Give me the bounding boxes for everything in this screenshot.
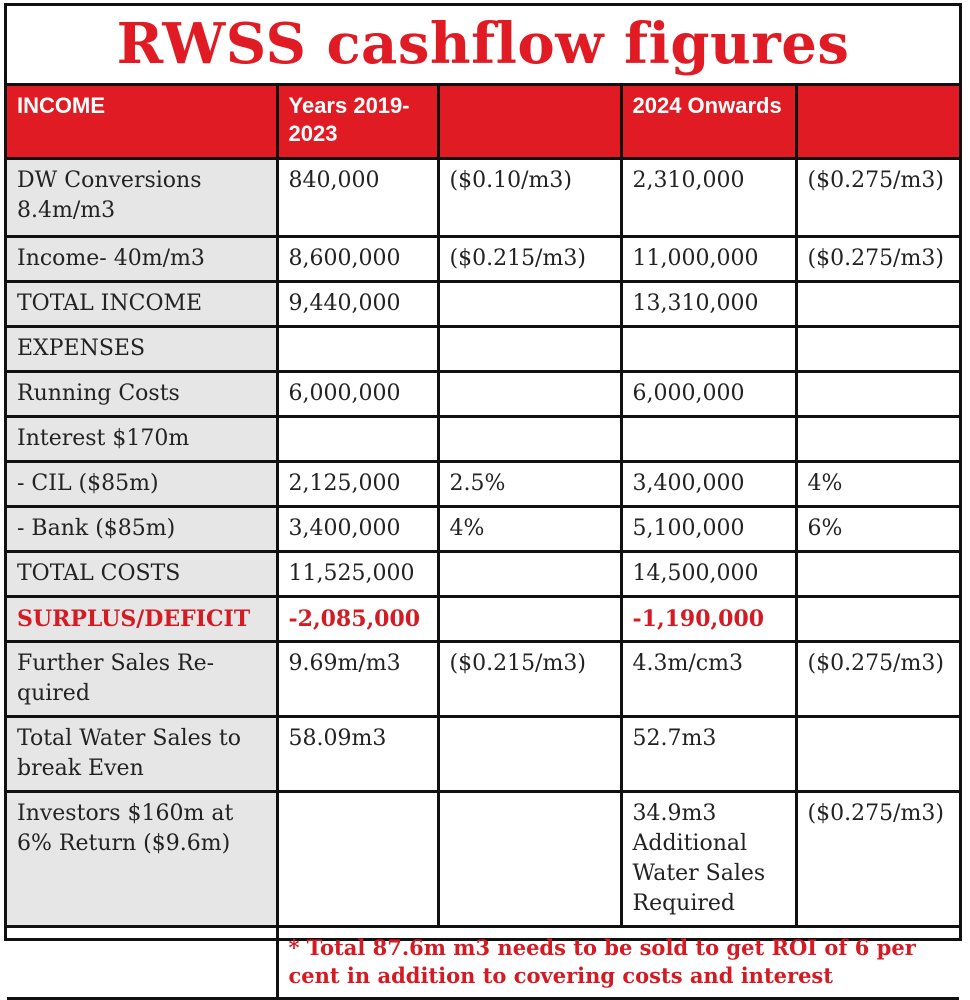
row-label: TOTAL COSTS <box>7 551 277 596</box>
row-label: - Bank ($85m) <box>7 506 277 551</box>
table-cell: -2,085,000 <box>277 596 438 641</box>
table-cell <box>7 926 277 998</box>
table-cell <box>277 416 438 461</box>
table-row <box>7 551 959 596</box>
cashflow-table <box>7 86 959 1000</box>
table-cell <box>796 716 959 791</box>
table-footnote-row <box>7 926 959 998</box>
header-cell: INCOME <box>7 86 277 158</box>
table-cell <box>796 596 959 641</box>
table-cell: 58.09m3 <box>277 716 438 791</box>
row-label: Further Sales Re-quired <box>7 641 277 716</box>
table-cell: 11,525,000 <box>277 551 438 596</box>
table-cell <box>796 371 959 416</box>
table-cell: 6,000,000 <box>277 371 438 416</box>
table-cell <box>438 596 621 641</box>
row-label: - CIL ($85m) <box>7 461 277 506</box>
table-cell: 14,500,000 <box>621 551 796 596</box>
table-cell <box>796 281 959 326</box>
table-row-surplus-deficit <box>7 596 959 641</box>
row-label: TOTAL INCOME <box>7 281 277 326</box>
table-cell: ($0.10/m3) <box>438 158 621 236</box>
table-row <box>7 506 959 551</box>
table-row <box>7 791 959 926</box>
table-cell <box>438 716 621 791</box>
table-row <box>7 461 959 506</box>
header-cell <box>438 86 621 158</box>
table-header-row <box>7 86 959 158</box>
table-row <box>7 236 959 281</box>
table-cell <box>438 371 621 416</box>
table-row <box>7 641 959 716</box>
table-cell: ($0.215/m3) <box>438 641 621 716</box>
table-cell <box>438 551 621 596</box>
table-row <box>7 371 959 416</box>
table-row <box>7 281 959 326</box>
table-cell: ($0.275/m3) <box>796 641 959 716</box>
table-row <box>7 716 959 791</box>
footnote: * Total 87.6m m3 needs to be sold to get ROI of 6 per cent in addition to covering costs and interest <box>277 926 959 998</box>
table-cell: ($0.275/m3) <box>796 791 959 926</box>
table-cell: 2.5% <box>438 461 621 506</box>
table-cell: 8,600,000 <box>277 236 438 281</box>
row-label: Total Water Sales to break Even <box>7 716 277 791</box>
table-cell <box>438 416 621 461</box>
table-cell: -1,190,000 <box>621 596 796 641</box>
table-cell: 840,000 <box>277 158 438 236</box>
table-cell: 13,310,000 <box>621 281 796 326</box>
table-cell <box>438 281 621 326</box>
table-row <box>7 416 959 461</box>
table-cell <box>796 551 959 596</box>
table-cell: 11,000,000 <box>621 236 796 281</box>
table-row <box>7 158 959 236</box>
header-cell <box>796 86 959 158</box>
table-cell <box>438 326 621 371</box>
row-label: Running Costs <box>7 371 277 416</box>
table-cell: 4% <box>438 506 621 551</box>
table-cell <box>277 791 438 926</box>
table-cell: ($0.215/m3) <box>438 236 621 281</box>
table-cell: 3,400,000 <box>621 461 796 506</box>
row-label: Income- 40m/m3 <box>7 236 277 281</box>
table-cell <box>621 416 796 461</box>
row-label: SURPLUS/DEFICIT <box>7 596 277 641</box>
header-cell: Years 2019-2023 <box>277 86 438 158</box>
cashflow-table-graphic <box>4 3 962 988</box>
table-cell: 3,400,000 <box>277 506 438 551</box>
table-cell: 34.9m3 Additional Water Sales Required <box>621 791 796 926</box>
table-cell: 6,000,000 <box>621 371 796 416</box>
table-cell: 4% <box>796 461 959 506</box>
table-cell: 9.69m/m3 <box>277 641 438 716</box>
row-label: Interest $170m <box>7 416 277 461</box>
header-cell: 2024 Onwards <box>621 86 796 158</box>
table-cell: 52.7m3 <box>621 716 796 791</box>
table-cell <box>621 326 796 371</box>
table-cell: 9,440,000 <box>277 281 438 326</box>
table-cell: 5,100,000 <box>621 506 796 551</box>
table-cell <box>796 326 959 371</box>
page-title: RWSS cashflow figures <box>7 6 959 86</box>
row-label: EXPENSES <box>7 326 277 371</box>
table-cell: 2,310,000 <box>621 158 796 236</box>
table-cell: ($0.275/m3) <box>796 236 959 281</box>
row-label: Investors $160m at 6% Return ($9.6m) <box>7 791 277 926</box>
table-cell <box>277 326 438 371</box>
row-label: DW Conversions 8.4m/m3 <box>7 158 277 236</box>
table-cell <box>796 416 959 461</box>
table-cell <box>438 791 621 926</box>
table-cell: 4.3m/cm3 <box>621 641 796 716</box>
table-cell: 6% <box>796 506 959 551</box>
table-cell: 2,125,000 <box>277 461 438 506</box>
table-cell: ($0.275/m3) <box>796 158 959 236</box>
table-row <box>7 326 959 371</box>
